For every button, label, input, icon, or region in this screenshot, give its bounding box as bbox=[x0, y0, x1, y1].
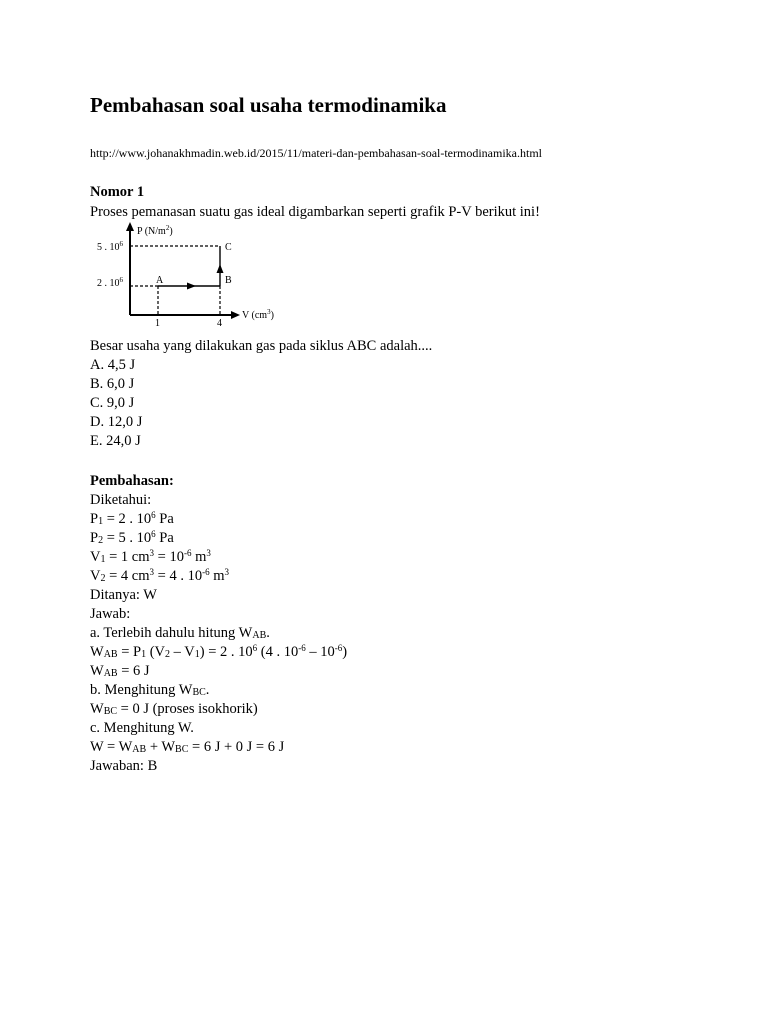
final-answer: Jawaban: B bbox=[90, 758, 158, 774]
given-v2: V2 = 4 $cm^3 = 4$ . $10^{-6}$ $m^3$ bbox=[90, 567, 229, 584]
question: Besar usaha yang dilakukan gas pada siklus ABC adalah.... bbox=[90, 338, 433, 354]
v-tick-4: 4 bbox=[217, 318, 222, 329]
step-a: a. Terlebih dahulu hitung WAB. bbox=[90, 625, 270, 641]
option-e: E. 24,0 J bbox=[90, 433, 141, 449]
p-high-label: 5 . $10^6$ bbox=[97, 240, 123, 253]
solution-heading: Pembahasan: bbox=[90, 473, 174, 489]
step-c: c. Menghitung W. bbox=[90, 720, 194, 736]
problem-statement: Proses pemanasan suatu gas ideal digambarkan seperti grafik P-V berikut ini! bbox=[90, 204, 540, 220]
equation-total: W = WAB + WBC = 6 J + 0 J = 6 J bbox=[90, 739, 285, 755]
v-axis-arrow bbox=[231, 311, 240, 319]
p-low-label: 2 . $10^6$ bbox=[97, 276, 123, 289]
given-p2: P2 = 5 . $10^6$ Pa bbox=[90, 529, 174, 546]
asked: Ditanya: W bbox=[90, 587, 157, 603]
process-ab-arrow bbox=[187, 283, 196, 290]
option-a: A. 4,5 J bbox=[90, 357, 136, 373]
result-wab: WAB = 6 J bbox=[90, 663, 150, 679]
source-url[interactable]: http://www.johanakhmadin.web.id/2015/11/materi-dan-pembahasan-soal-termodinamika.html bbox=[90, 146, 542, 160]
equation-wab: WAB = P1 (V2 – V1) = 2 . $10^6$ (4 . $10^{-6} - 10^{-6}$) bbox=[90, 643, 348, 660]
result-wbc: WBC = 0 J (proses isokhorik) bbox=[90, 701, 258, 717]
point-a-label: A bbox=[156, 275, 164, 286]
known-label: Diketahui: bbox=[90, 492, 152, 508]
v-tick-1: 1 bbox=[155, 318, 160, 329]
process-bc-arrow bbox=[217, 264, 224, 273]
v-axis-label: V $(cm^3)$ bbox=[242, 308, 274, 321]
problem-number: Nomor 1 bbox=[90, 184, 145, 200]
given-v1: V1 = 1 $cm^3 = 10^{-6}$ $m^3$ bbox=[90, 548, 211, 565]
option-b: B. 6,0 J bbox=[90, 376, 135, 392]
point-b-label: B bbox=[225, 275, 232, 286]
pv-graph bbox=[90, 222, 320, 332]
option-d: D. 12,0 J bbox=[90, 414, 143, 430]
page-title: Pembahasan soal usaha termodinamika bbox=[90, 93, 447, 117]
p-axis-arrow bbox=[126, 222, 134, 231]
option-c: C. 9,0 J bbox=[90, 395, 135, 411]
point-c-label: C bbox=[225, 242, 232, 253]
answer-label: Jawab: bbox=[90, 606, 131, 622]
p-axis-label: P $(N/m^2)$ bbox=[137, 224, 173, 237]
step-b: b. Menghitung WBC. bbox=[90, 682, 210, 698]
given-p1: P1 = 2 . $10^6$ Pa bbox=[90, 510, 174, 527]
